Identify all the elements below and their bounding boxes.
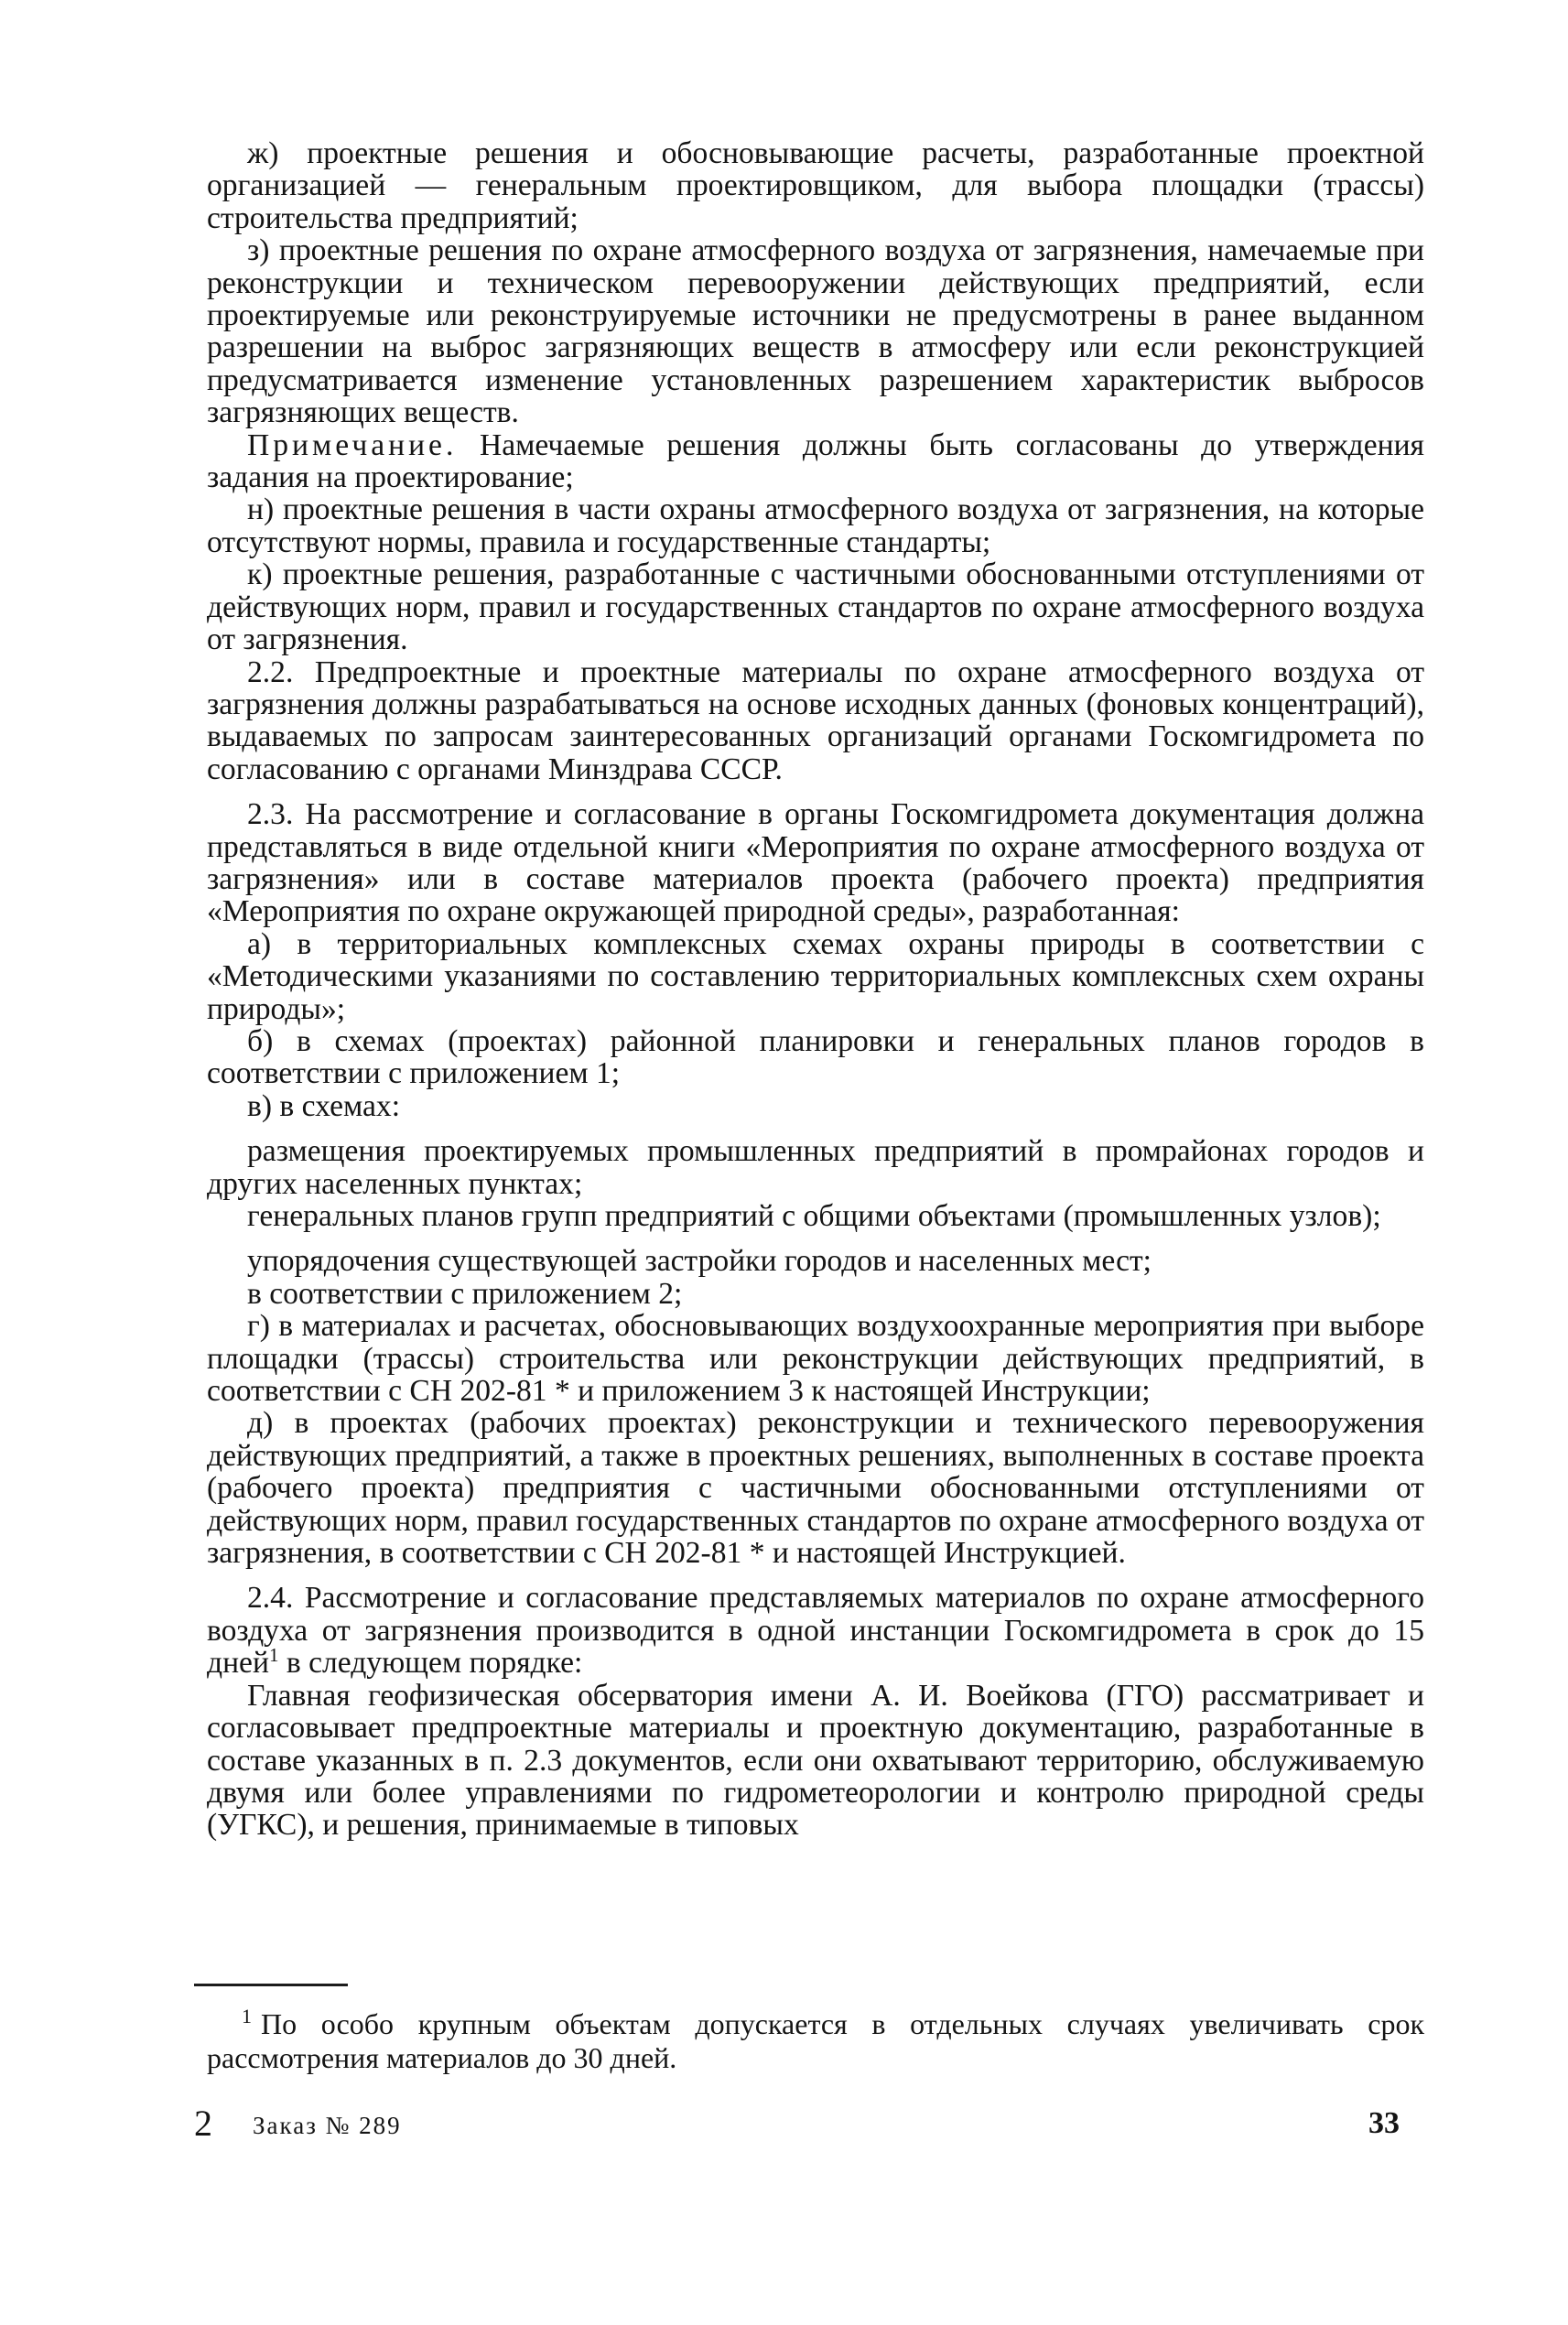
paragraph-a: а) в территориальных комплексных схемах охраны природы в соответствии с «Методическими указаниями по составлению территориальных комплексных схем охраны природы»; — [207, 926, 1424, 1026]
paragraph-2-2: 2.2. Предпроектные и проектные материалы по охране атмосферного воздуха от загрязнения должны разрабатываться на основе исходных данных (фоновых концентраций), выдаваемых по запросам заинтересованных организаций органами Госкомгидромета по согласованию с органами Минздрава СССР. — [207, 654, 1424, 786]
paragraph-2-4 — [207, 1582, 1424, 1679]
signature-order: Заказ № 289 — [253, 2112, 402, 2139]
paragraph-v-ordering: упорядочения существующей застройки городов и населенных мест; — [247, 1244, 1152, 1279]
paragraph-v-placement: размещения проектируемых промышленных предприятий в промрайонах городов и других населенных пунктах; — [207, 1134, 1424, 1201]
paragraph-v: в) в схемах: — [247, 1088, 401, 1123]
paragraph-i: н) проектные решения в части охраны атмосферного воздуха от загрязнения, на которые отсутствуют нормы, правила и государственные стандарты; — [207, 492, 1424, 559]
note-label: Примечание. — [247, 427, 458, 462]
paragraph-k: к) проектные решения, разработанные с частичными обоснованными отступлениями от действующих норм, правил и государственных стандартов по охране атмосферного воздуха от загрязнения. — [207, 557, 1424, 657]
paragraph-d: д) в проектах (рабочих проектах) реконструкции и технического перевооружения действующих предприятий, а также в проектных решениях, выполненных в составе проекта (рабочего проекта) предприятия с частичными обоснованными отступлениями от действующих норм, правил государственных стандартов по охране атмосферного воздуха от загрязнения, в соответствии с СН 202-81 * и настоящей Инструкцией. — [207, 1406, 1424, 1571]
main-text — [207, 137, 1424, 1842]
footnote-reference: 1 — [268, 1644, 279, 1667]
paragraph-2-4-text: 2.4. Рассмотрение и согласование представляемых материалов по охране атмосферного воздуха от загрязнения производится в одной инстанции Госкомгидромета в срок до 15 дней — [207, 1581, 1424, 1681]
paragraph-g: г) в материалах и расчетах, обосновывающих воздухоохранные мероприятия при выборе площадки (трассы) строительства или реконструкции действующих предприятий, в соответствии с СН 202-81 * и приложением 3 к настоящей Инструкции; — [207, 1309, 1424, 1409]
paragraph-v-general-plans: генеральных планов групп предприятий с общими объектами (промышленных узлов); — [247, 1199, 1381, 1233]
footnote-divider — [194, 1984, 348, 1986]
paragraph-z: з) проектные решения по охране атмосферного воздуха от загрязнения, намечаемые при реконструкции и техническом перевооружении действующих предприятий, если проектируемые или реконструируемые источники не предусмотрены в ранее выданном разрешении на выброс загрязняющих веществ в атмосферу или если реконструкцией предусматривается изменение установленных разрешением характеристик выбросов загрязняющих веществ. — [207, 233, 1424, 430]
paragraph-v-appendix: в соответствии с приложением 2; — [247, 1276, 683, 1311]
paragraph-2-3: 2.3. На рассмотрение и согласование в органы Госкомгидромета документация должна представляться в виде отдельной книги «Мероприятия по охране атмосферного воздуха от загрязнения» или в составе материалов проекта (рабочего проекта) предприятия «Мероприятия по охране окружающей природной среды», разработанная: — [207, 797, 1424, 929]
paragraph-b: б) в схемах (проектах) районной планировки и генеральных планов городов в соответствии с приложением 1; — [207, 1023, 1424, 1091]
footnote-mark: 1 — [242, 2005, 252, 2028]
note-paragraph — [207, 429, 1424, 494]
signature-number: 2 — [194, 2103, 212, 2144]
footnote — [207, 2007, 1424, 2075]
paragraph-ggo: Главная геофизическая обсерватория имени А. И. Воейкова (ГГО) рассматривает и согласовывает предпроектные материалы и проектную документацию, разработанные в составе указанных в п. 2.3 документов, если они охватывают территорию, обслуживаемую двумя или более управлениями по гидрометеорологии и контролю природной среды (УГКС), и решения, принимаемые в типовых — [207, 1678, 1424, 1843]
paragraph-zh: ж) проектные решения и обосновывающие расчеты, разработанные проектной организацией — генеральным проектировщиком, для выбора площадки (трассы) строительства предприятий; — [207, 136, 1424, 235]
paragraph-2-4-tail: в следующем порядке: — [278, 1646, 583, 1681]
note-text: Намечаемые решения должны быть согласованы до утверждения задания на проектирование; — [207, 427, 1424, 495]
page-number: 33 — [1368, 2106, 1400, 2140]
footnote-text: По особо крупным объектам допускается в отдельных случаях увеличивать срок рассмотрения материалов до 30 дней. — [207, 2007, 1424, 2074]
